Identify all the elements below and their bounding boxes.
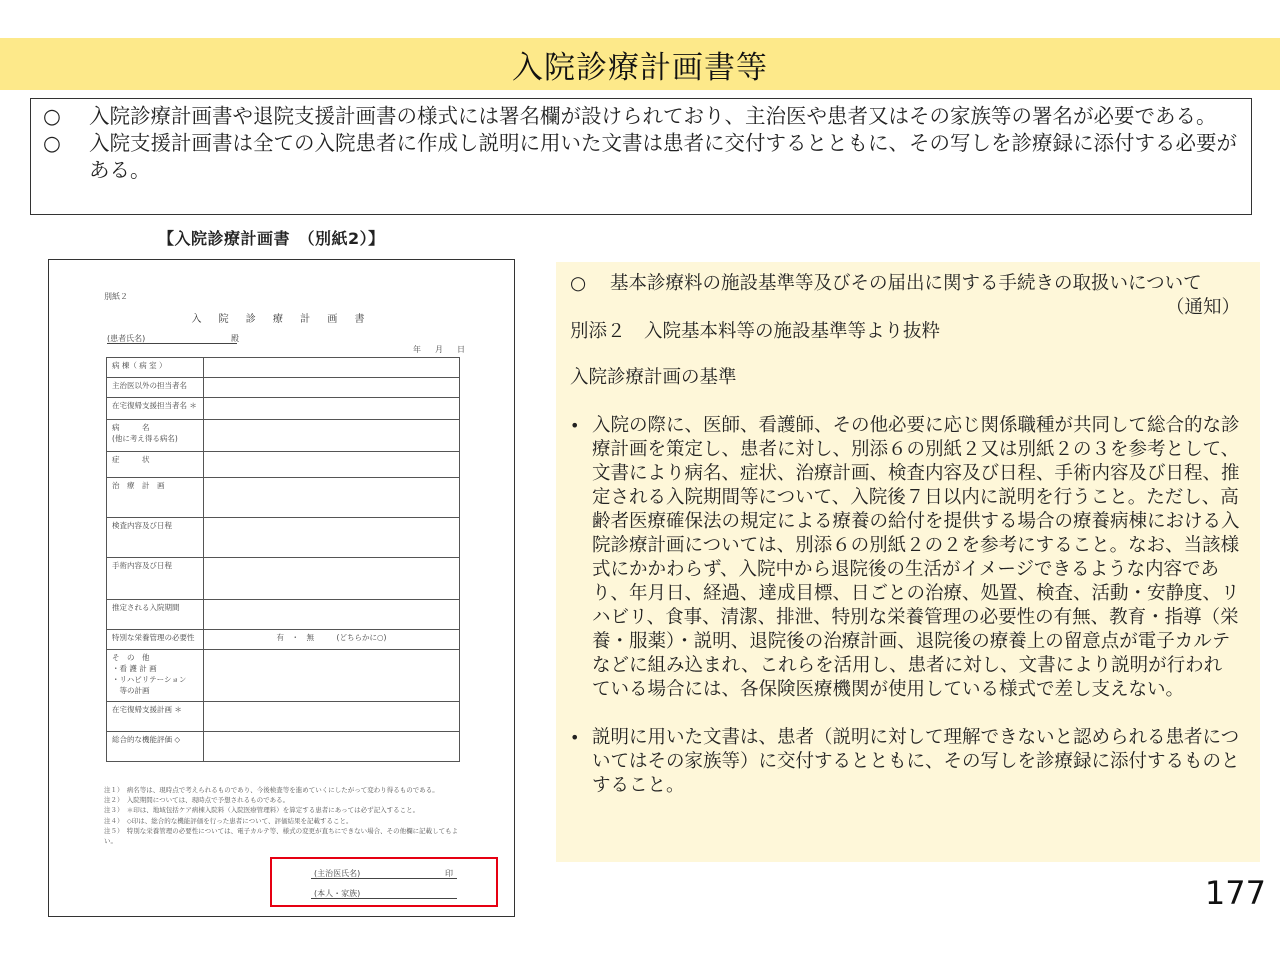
summary-text: 入院診療計画書や退院支援計画書の様式には署名欄が設けられており、主治医や患者又はその家族等の署名が必要である。 (89, 104, 1217, 128)
form-row-label: 治 療 計 画 (107, 478, 204, 518)
circle-bullet-icon: ○ (43, 131, 61, 155)
form-table-row (107, 358, 460, 378)
form-table-row (107, 630, 460, 650)
form-notes (104, 785, 466, 846)
form-row-label: 総合的な機能評価 ◇ (107, 732, 204, 762)
form-table-row (107, 478, 460, 518)
form-row-value (204, 650, 460, 702)
summary-box (30, 98, 1252, 215)
form-row-value (204, 732, 460, 762)
patient-name-label: (患者氏名) (107, 334, 146, 343)
signature-highlight-box (270, 857, 498, 907)
form-row-value (204, 420, 460, 452)
honorific: 殿 (231, 334, 239, 343)
form-row-label: 在宅復帰支援担当者名 ＊ (107, 398, 204, 420)
title-bar (0, 38, 1280, 90)
form-row-value (204, 518, 460, 558)
bullet-dot-icon: • (570, 728, 580, 747)
form-caption: 【入院診療計画書 （別紙2）】 (158, 229, 385, 248)
form-table-row (107, 650, 460, 702)
form-table-row (107, 732, 460, 762)
form-table-row (107, 702, 460, 732)
form-table-row (107, 398, 460, 420)
form-table (106, 357, 460, 762)
form-table-row (107, 558, 460, 600)
form-document-image (48, 259, 515, 917)
form-row-value (204, 398, 460, 420)
seal-label: 印 (445, 869, 453, 878)
form-note: 注５） 特別な栄養管理の必要性については、電子カルテ等、様式の変更が直ちにできない場合、その他欄に記載してもよい。 (104, 826, 459, 846)
form-row-label: 推定される入院期間 (107, 600, 204, 630)
form-row-value: 有 ・ 無 (どちらかに○) (204, 630, 460, 650)
notice-title-tail: （通知） (1165, 297, 1240, 318)
form-row-value (204, 358, 460, 378)
notice-panel (556, 262, 1260, 862)
form-note: 注３） ＊印は、地域包括ケア病棟入院料（入院医療管理料）を算定する患者にあっては必ず記入すること。 (104, 806, 420, 815)
date-label: 年 月 日 (413, 345, 468, 354)
form-table-row (107, 518, 460, 558)
patient-signature-label: (本人・家族) (314, 889, 361, 898)
notice-bullet-text: 説明に用いた文書は、患者（説明に対して理解できないと認められる患者についてはその家族等）に交付するとともに、その写しを診療録に添付するものとすること。 (592, 727, 1240, 796)
form-row-value (204, 558, 460, 600)
bullet-dot-icon: • (570, 416, 580, 435)
form-table-row (107, 420, 460, 452)
form-row-label: 病 名 (他に考え得る病名) (107, 420, 204, 452)
notice-bullet (570, 414, 1240, 702)
notice-header (570, 272, 1240, 296)
form-row-label: 主治医以外の担当者名 (107, 378, 204, 398)
form-note: 注１） 病名等は、現時点で考えられるものであり、今後検査等を進めていくにしたがって変わり得るものである。 (104, 786, 439, 794)
circle-bullet-icon: ○ (43, 104, 61, 128)
notice-title: 基本診療料の施設基準等及びその届出に関する手続きの取扱いについて (610, 273, 1202, 294)
summary-item (43, 130, 1237, 184)
form-row-label: 特別な栄養管理の必要性 (107, 630, 204, 650)
form-row-value (204, 452, 460, 478)
summary-item (43, 103, 1237, 130)
notice-heading: 入院診療計画の基準 (570, 367, 737, 388)
form-row-label: 症 状 (107, 452, 204, 478)
form-table-row (107, 378, 460, 398)
notice-attachment: 別添２ 入院基本料等の施設基準等より抜粋 (570, 321, 941, 342)
page-number: 177 (1204, 874, 1266, 912)
form-row-label: 病 棟（ 病 室 ） (107, 358, 204, 378)
form-note: 注４） ◇印は、総合的な機能評価を行った患者について、評価結果を記載すること。 (104, 816, 353, 825)
circle-bullet-icon: ○ (570, 273, 587, 294)
form-row-label: そ の 他 ・看 護 計 画 ・リハビリテーション 等の計画 (107, 650, 204, 702)
patient-name-line (107, 343, 237, 344)
form-note: 注２） 入院期間については、現時点で予想されるものである。 (104, 796, 290, 805)
doctor-signature-label: (主治医氏名) (314, 869, 361, 878)
form-title: 入 院 診 療 計 画 書 (191, 314, 372, 325)
form-row-value (204, 600, 460, 630)
form-row-label: 在宅復帰支援計画 ＊ (107, 702, 204, 732)
notice-bullet-text: 入院の際に、医師、看護師、その他必要に応じ関係職種が共同して総合的な診療計画を策定し、患者に対し、別添６の別紙２又は別紙２の３を参考として、文書により病名、症状、治療計画、検査内容及び日程、手術内容及び日程、推定される入院期間等について、入院後７日以内に説明を行うこと。ただし、高齢者医療確保法の規定による療養の給付を提供する場合の療養病棟における入院診療計画については、別添６の別紙２の２を参考にすること。なお、当該様式にかかわらず、入院中から退院後の生活がイメージできるような内容であり、年月日、経過、達成目標、日ごとの治療、処置、検査、活動・安静度、リハビリ、食事、清潔、排泄、特別な栄養管理の必要性の有無、教育・指導（栄養・服薬）・説明、退院後の治療計画、退院後の療養上の留意点が電子カルテなどに組み込まれ、これらを活用し、患者に対し、文書により説明が行われている場合には、各保険医療機関が使用している様式で差し支えない。 (592, 415, 1240, 700)
form-tag: 別紙２ (104, 292, 128, 301)
form-row-label: 検査内容及び日程 (107, 518, 204, 558)
notice-bullet (570, 726, 1240, 798)
form-row-label: 手術内容及び日程 (107, 558, 204, 600)
form-row-value (204, 478, 460, 518)
form-table-row (107, 452, 460, 478)
summary-text: 入院支援計画書は全ての入院患者に作成し説明に用いた文書は患者に交付するとともに、その写しを診療録に添付する必要がある。 (89, 131, 1237, 182)
form-row-value (204, 702, 460, 732)
page-title: 入院診療計画書等 (512, 49, 768, 86)
form-row-value (204, 378, 460, 398)
form-table-row (107, 600, 460, 630)
